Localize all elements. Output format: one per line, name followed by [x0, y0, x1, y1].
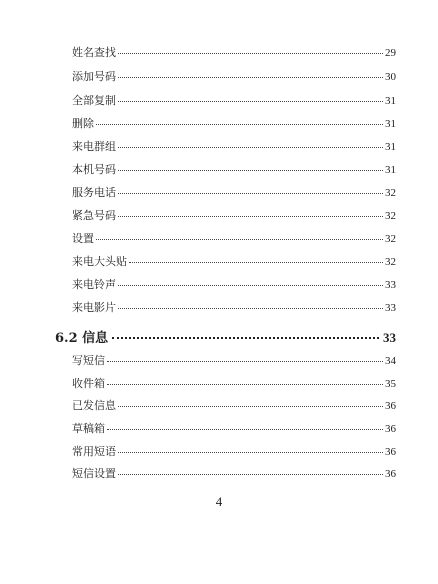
- toc-entry-page: 29: [385, 47, 396, 59]
- toc-entry-page: 36: [385, 468, 396, 480]
- toc-entry-page: 32: [385, 187, 396, 199]
- toc-entry-title: 来电大头贴: [72, 255, 127, 268]
- toc-entry-page: 35: [385, 378, 396, 390]
- toc-entry: [72, 299, 396, 315]
- dot-leader: [118, 193, 383, 194]
- toc-entry: [72, 352, 396, 368]
- toc-entry-page: 31: [385, 141, 396, 153]
- dot-leader: [107, 384, 383, 385]
- toc-entry-title: 本机号码: [72, 163, 116, 176]
- toc-entry-title: 短信设置: [72, 467, 116, 480]
- toc-entry-title: 写短信: [72, 354, 105, 367]
- toc-entry: [72, 397, 396, 413]
- toc-entry-page: 31: [385, 95, 396, 107]
- toc-entry-title: 设置: [72, 232, 94, 245]
- toc-entry-page: 31: [385, 118, 396, 130]
- toc-entry-title: 来电群组: [72, 140, 116, 153]
- dot-leader: [118, 452, 383, 453]
- dot-leader: [118, 77, 383, 78]
- toc-entry-page: 32: [385, 210, 396, 222]
- toc-entry: [72, 276, 396, 292]
- dot-leader: [118, 216, 383, 217]
- toc-section-page: 33: [383, 330, 396, 345]
- toc-entry: [72, 184, 396, 200]
- dot-leader: [96, 239, 383, 240]
- dot-leader: [118, 53, 383, 54]
- toc-entry-page: 33: [385, 302, 396, 314]
- toc-entry-title: 服务电话: [72, 186, 116, 199]
- dot-leader: [96, 124, 383, 125]
- dot-leader: [118, 101, 383, 102]
- toc-section-label: [55, 327, 108, 346]
- toc-section-heading: [55, 327, 396, 346]
- dot-leader: [118, 406, 383, 407]
- dot-leader: [107, 361, 383, 362]
- dot-leader: [118, 170, 383, 171]
- dot-leader: [118, 474, 383, 475]
- toc-entry-title: 收件箱: [72, 377, 105, 390]
- toc-entry-page: 32: [385, 256, 396, 268]
- toc-entry: [72, 92, 396, 108]
- toc-entry-title: 常用短语: [72, 445, 116, 458]
- dot-leader: [118, 308, 383, 309]
- toc-entry: [72, 253, 396, 269]
- toc-entry-title: 删除: [72, 117, 94, 130]
- toc-section-title: 信息: [82, 331, 109, 346]
- toc-entry-page: 34: [385, 355, 396, 367]
- toc-entry-title: 添加号码: [72, 70, 116, 83]
- dot-leader: [118, 147, 383, 148]
- dot-leader: [129, 262, 383, 263]
- toc-entry-page: 31: [385, 164, 396, 176]
- toc-entry: [72, 44, 396, 60]
- toc-entry-page: 30: [385, 71, 396, 83]
- toc-entry-title: 草稿箱: [72, 422, 105, 435]
- toc-entry-title: 全部复制: [72, 94, 116, 107]
- toc-entry: [72, 161, 396, 177]
- dot-leader: [107, 429, 383, 430]
- toc-entry-page: 36: [385, 423, 396, 435]
- toc-entry-title: 姓名查找: [72, 46, 116, 59]
- toc-entry: [72, 230, 396, 246]
- toc-entry: [72, 138, 396, 154]
- toc-entry: [72, 68, 396, 84]
- page-number: 4: [215, 494, 223, 509]
- toc-entry-page: 36: [385, 400, 396, 412]
- toc-entry-page: 36: [385, 446, 396, 458]
- toc-entry-page: 33: [385, 279, 396, 291]
- toc-entry-title: 紧急号码: [72, 209, 116, 222]
- toc-entry: [72, 375, 396, 391]
- toc-entry: [72, 420, 396, 436]
- dot-leader: [118, 285, 383, 286]
- toc-entry: [72, 207, 396, 223]
- toc-entry-title: 已发信息: [72, 399, 116, 412]
- toc-entry: [72, 465, 396, 481]
- toc-entry-page: 32: [385, 233, 396, 245]
- toc-entry: [72, 115, 396, 131]
- dot-leader: [112, 337, 379, 339]
- toc-entry-title: 来电铃声: [72, 278, 116, 291]
- toc-entry: [72, 443, 396, 459]
- toc-section-number: 6.2: [55, 331, 78, 346]
- toc-entry-title: 来电影片: [72, 301, 116, 314]
